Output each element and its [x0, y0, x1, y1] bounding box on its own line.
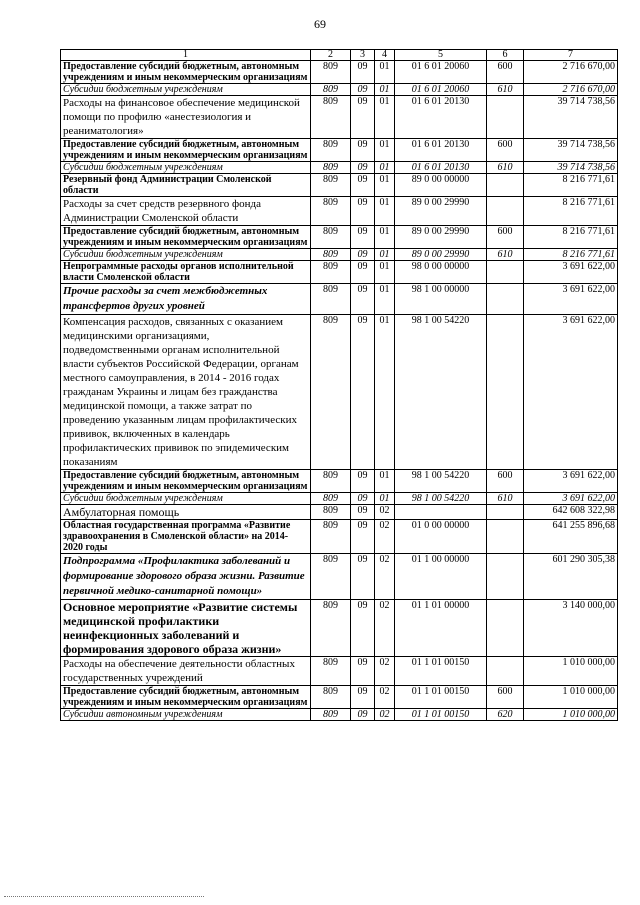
- row-subsection-cell: 02: [375, 657, 395, 686]
- row-subsection-cell: 02: [375, 505, 395, 520]
- row-amount-cell: 3 691 622,00: [524, 261, 618, 284]
- row-expense-type-cell: 610: [487, 493, 524, 505]
- row-admin-code-cell: 809: [311, 657, 351, 686]
- row-name-cell: Компенсация расходов, связанных с оказанием медицинскими организациями, подведомственными органам исполнительной власти субъектов Российской Федерации, органам местного самоуправления, в 2014 - 2016 годах гражданам Украины и лицам без гражданства медицинской помощи, а также затрат по проведению указанным лицам профилактических прививок, включенных в календарь профилактических прививок по эпидемическим показаниям: [61, 315, 311, 470]
- row-admin-code-cell: 809: [311, 520, 351, 554]
- row-target-article-cell: 01 6 01 20060: [395, 84, 487, 96]
- row-section-cell: 09: [351, 315, 375, 470]
- row-subsection-cell: 02: [375, 600, 395, 657]
- row-section-cell: 09: [351, 284, 375, 315]
- row-name-cell: Субсидии автономным учреждениям: [61, 709, 311, 721]
- row-name-cell: Непрограммные расходы органов исполнительной власти Смоленской области: [61, 261, 311, 284]
- row-name-cell: Подпрограмма «Профилактика заболеваний и формирование здорового образа жизни. Развитие первичной медико-санитарной помощи»: [61, 554, 311, 600]
- row-expense-type-cell: 600: [487, 61, 524, 84]
- row-expense-type-cell: [487, 600, 524, 657]
- row-name-cell: Субсидии бюджетным учреждениям: [61, 249, 311, 261]
- row-expense-type-cell: 620: [487, 709, 524, 721]
- header-cell: 3: [351, 50, 375, 61]
- row-section-cell: 09: [351, 505, 375, 520]
- row-target-article-cell: 01 6 01 20130: [395, 139, 487, 162]
- row-amount-cell: 39 714 738,56: [524, 96, 618, 139]
- row-amount-cell: 8 216 771,61: [524, 174, 618, 197]
- row-section-cell: 09: [351, 96, 375, 139]
- page-number: 69: [314, 17, 326, 31]
- row-name-cell: Основное мероприятие «Развитие системы медицинской профилактики неинфекционных заболеваний и формирования здорового образа жизни»: [61, 600, 311, 657]
- table-row: [61, 657, 618, 686]
- row-amount-cell: 3 691 622,00: [524, 315, 618, 470]
- table-row: [61, 249, 618, 261]
- row-target-article-cell: 01 6 01 20130: [395, 162, 487, 174]
- row-subsection-cell: 01: [375, 162, 395, 174]
- row-name-cell: Резервный фонд Администрации Смоленской области: [61, 174, 311, 197]
- row-section-cell: 09: [351, 261, 375, 284]
- row-section-cell: 09: [351, 600, 375, 657]
- row-target-article-cell: 01 6 01 20130: [395, 96, 487, 139]
- budget-table: [60, 49, 618, 721]
- row-amount-cell: 3 691 622,00: [524, 470, 618, 493]
- row-admin-code-cell: 809: [311, 470, 351, 493]
- table-row: [61, 226, 618, 249]
- row-target-article-cell: 98 1 00 54220: [395, 493, 487, 505]
- row-amount-cell: 601 290 305,38: [524, 554, 618, 600]
- row-admin-code-cell: 809: [311, 226, 351, 249]
- row-section-cell: 09: [351, 470, 375, 493]
- row-amount-cell: 8 216 771,61: [524, 226, 618, 249]
- table-row: [61, 493, 618, 505]
- table-row: [61, 709, 618, 721]
- row-expense-type-cell: 600: [487, 139, 524, 162]
- table-row: [61, 139, 618, 162]
- row-subsection-cell: 01: [375, 174, 395, 197]
- row-amount-cell: 2 716 670,00: [524, 61, 618, 84]
- row-expense-type-cell: [487, 505, 524, 520]
- table-row: [61, 470, 618, 493]
- row-name-cell: Амбулаторная помощь: [61, 505, 311, 520]
- row-expense-type-cell: [487, 284, 524, 315]
- row-target-article-cell: [395, 505, 487, 520]
- row-amount-cell: 642 608 322,98: [524, 505, 618, 520]
- table-row: [61, 96, 618, 139]
- row-section-cell: 09: [351, 493, 375, 505]
- row-section-cell: 09: [351, 554, 375, 600]
- header-cell: 6: [487, 50, 524, 61]
- row-amount-cell: 3 691 622,00: [524, 493, 618, 505]
- row-section-cell: 09: [351, 657, 375, 686]
- scan-edge-marks: [4, 896, 204, 899]
- row-target-article-cell: 89 0 00 29990: [395, 197, 487, 226]
- row-amount-cell: 8 216 771,61: [524, 197, 618, 226]
- row-section-cell: 09: [351, 686, 375, 709]
- row-expense-type-cell: 600: [487, 226, 524, 249]
- row-name-cell: Субсидии бюджетным учреждениям: [61, 493, 311, 505]
- row-section-cell: 09: [351, 197, 375, 226]
- row-expense-type-cell: [487, 174, 524, 197]
- table-row: [61, 600, 618, 657]
- row-subsection-cell: 01: [375, 197, 395, 226]
- row-subsection-cell: 01: [375, 470, 395, 493]
- row-admin-code-cell: 809: [311, 61, 351, 84]
- row-admin-code-cell: 809: [311, 261, 351, 284]
- row-name-cell: Расходы на обеспечение деятельности областных государственных учреждений: [61, 657, 311, 686]
- row-subsection-cell: 01: [375, 226, 395, 249]
- table-row: [61, 315, 618, 470]
- row-admin-code-cell: 809: [311, 493, 351, 505]
- row-target-article-cell: 89 0 00 29990: [395, 226, 487, 249]
- row-name-cell: Субсидии бюджетным учреждениям: [61, 162, 311, 174]
- header-cell: 2: [311, 50, 351, 61]
- row-target-article-cell: 98 0 00 00000: [395, 261, 487, 284]
- table-row: [61, 61, 618, 84]
- row-amount-cell: 3 140 000,00: [524, 600, 618, 657]
- row-subsection-cell: 02: [375, 554, 395, 600]
- row-admin-code-cell: 809: [311, 249, 351, 261]
- table-row: [61, 284, 618, 315]
- row-expense-type-cell: [487, 197, 524, 226]
- row-section-cell: 09: [351, 174, 375, 197]
- row-admin-code-cell: 809: [311, 284, 351, 315]
- row-name-cell: Субсидии бюджетным учреждениям: [61, 84, 311, 96]
- row-admin-code-cell: 809: [311, 600, 351, 657]
- row-section-cell: 09: [351, 226, 375, 249]
- row-target-article-cell: 01 6 01 20060: [395, 61, 487, 84]
- row-name-cell: Областная государственная программа «Развитие здравоохранения в Смоленской области» на 2014-2020 годы: [61, 520, 311, 554]
- row-amount-cell: 1 010 000,00: [524, 686, 618, 709]
- table-row: [61, 505, 618, 520]
- row-admin-code-cell: 809: [311, 162, 351, 174]
- row-expense-type-cell: 610: [487, 249, 524, 261]
- row-name-cell: Расходы за счет средств резервного фонда Администрации Смоленской области: [61, 197, 311, 226]
- row-amount-cell: 641 255 896,68: [524, 520, 618, 554]
- row-section-cell: 09: [351, 520, 375, 554]
- row-admin-code-cell: 809: [311, 505, 351, 520]
- row-expense-type-cell: [487, 657, 524, 686]
- table-row: [61, 174, 618, 197]
- table-row: [61, 554, 618, 600]
- row-amount-cell: 8 216 771,61: [524, 249, 618, 261]
- row-subsection-cell: 01: [375, 61, 395, 84]
- row-amount-cell: 3 691 622,00: [524, 284, 618, 315]
- table-row: [61, 162, 618, 174]
- header-cell: 7: [524, 50, 618, 61]
- row-admin-code-cell: 809: [311, 686, 351, 709]
- table-row: [61, 261, 618, 284]
- row-subsection-cell: 01: [375, 493, 395, 505]
- row-name-cell: Предоставление субсидий бюджетным, автономным учреждениям и иным некоммерческим организациям: [61, 686, 311, 709]
- table-header-row: [61, 50, 618, 61]
- row-section-cell: 09: [351, 709, 375, 721]
- row-section-cell: 09: [351, 162, 375, 174]
- row-subsection-cell: 01: [375, 315, 395, 470]
- row-name-cell: Предоставление субсидий бюджетным, автономным учреждениям и иным некоммерческим организациям: [61, 470, 311, 493]
- row-section-cell: 09: [351, 249, 375, 261]
- row-name-cell: Расходы на финансовое обеспечение медицинской помощи по профилю «анестезиология и реаниматология»: [61, 96, 311, 139]
- row-amount-cell: 1 010 000,00: [524, 657, 618, 686]
- row-target-article-cell: 01 0 00 00000: [395, 520, 487, 554]
- table-row: [61, 84, 618, 96]
- header-cell: 4: [375, 50, 395, 61]
- row-name-cell: Предоставление субсидий бюджетным, автономным учреждениям и иным некоммерческим организациям: [61, 61, 311, 84]
- row-name-cell: Предоставление субсидий бюджетным, автономным учреждениям и иным некоммерческим организациям: [61, 226, 311, 249]
- row-admin-code-cell: 809: [311, 709, 351, 721]
- row-subsection-cell: 01: [375, 139, 395, 162]
- row-subsection-cell: 01: [375, 261, 395, 284]
- row-target-article-cell: 01 1 01 00150: [395, 709, 487, 721]
- row-subsection-cell: 02: [375, 686, 395, 709]
- row-target-article-cell: 89 0 00 00000: [395, 174, 487, 197]
- row-name-cell: Предоставление субсидий бюджетным, автономным учреждениям и иным некоммерческим организациям: [61, 139, 311, 162]
- row-expense-type-cell: [487, 96, 524, 139]
- row-target-article-cell: 01 1 01 00150: [395, 686, 487, 709]
- row-target-article-cell: 98 1 00 54220: [395, 470, 487, 493]
- row-subsection-cell: 01: [375, 96, 395, 139]
- row-target-article-cell: 01 1 01 00150: [395, 657, 487, 686]
- row-subsection-cell: 01: [375, 284, 395, 315]
- row-amount-cell: 39 714 738,56: [524, 139, 618, 162]
- row-expense-type-cell: [487, 315, 524, 470]
- row-expense-type-cell: 600: [487, 686, 524, 709]
- table-row: [61, 520, 618, 554]
- row-section-cell: 09: [351, 84, 375, 96]
- row-admin-code-cell: 809: [311, 315, 351, 470]
- row-admin-code-cell: 809: [311, 96, 351, 139]
- row-target-article-cell: 01 1 00 00000: [395, 554, 487, 600]
- row-section-cell: 09: [351, 139, 375, 162]
- row-amount-cell: 1 010 000,00: [524, 709, 618, 721]
- row-subsection-cell: 01: [375, 84, 395, 96]
- row-amount-cell: 39 714 738,56: [524, 162, 618, 174]
- table-row: [61, 686, 618, 709]
- row-expense-type-cell: 610: [487, 162, 524, 174]
- header-cell: 5: [395, 50, 487, 61]
- row-target-article-cell: 01 1 01 00000: [395, 600, 487, 657]
- row-section-cell: 09: [351, 61, 375, 84]
- header-cell: 1: [61, 50, 311, 61]
- row-expense-type-cell: [487, 261, 524, 284]
- row-target-article-cell: 89 0 00 29990: [395, 249, 487, 261]
- row-subsection-cell: 01: [375, 249, 395, 261]
- table-row: [61, 197, 618, 226]
- row-expense-type-cell: [487, 554, 524, 600]
- row-target-article-cell: 98 1 00 54220: [395, 315, 487, 470]
- row-admin-code-cell: 809: [311, 197, 351, 226]
- row-subsection-cell: 02: [375, 709, 395, 721]
- row-admin-code-cell: 809: [311, 139, 351, 162]
- row-target-article-cell: 98 1 00 00000: [395, 284, 487, 315]
- row-expense-type-cell: 600: [487, 470, 524, 493]
- row-amount-cell: 2 716 670,00: [524, 84, 618, 96]
- row-expense-type-cell: [487, 520, 524, 554]
- row-subsection-cell: 02: [375, 520, 395, 554]
- row-name-cell: Прочие расходы за счет межбюджетных трансфертов других уровней: [61, 284, 311, 315]
- row-expense-type-cell: 610: [487, 84, 524, 96]
- row-admin-code-cell: 809: [311, 554, 351, 600]
- row-admin-code-cell: 809: [311, 174, 351, 197]
- row-admin-code-cell: 809: [311, 84, 351, 96]
